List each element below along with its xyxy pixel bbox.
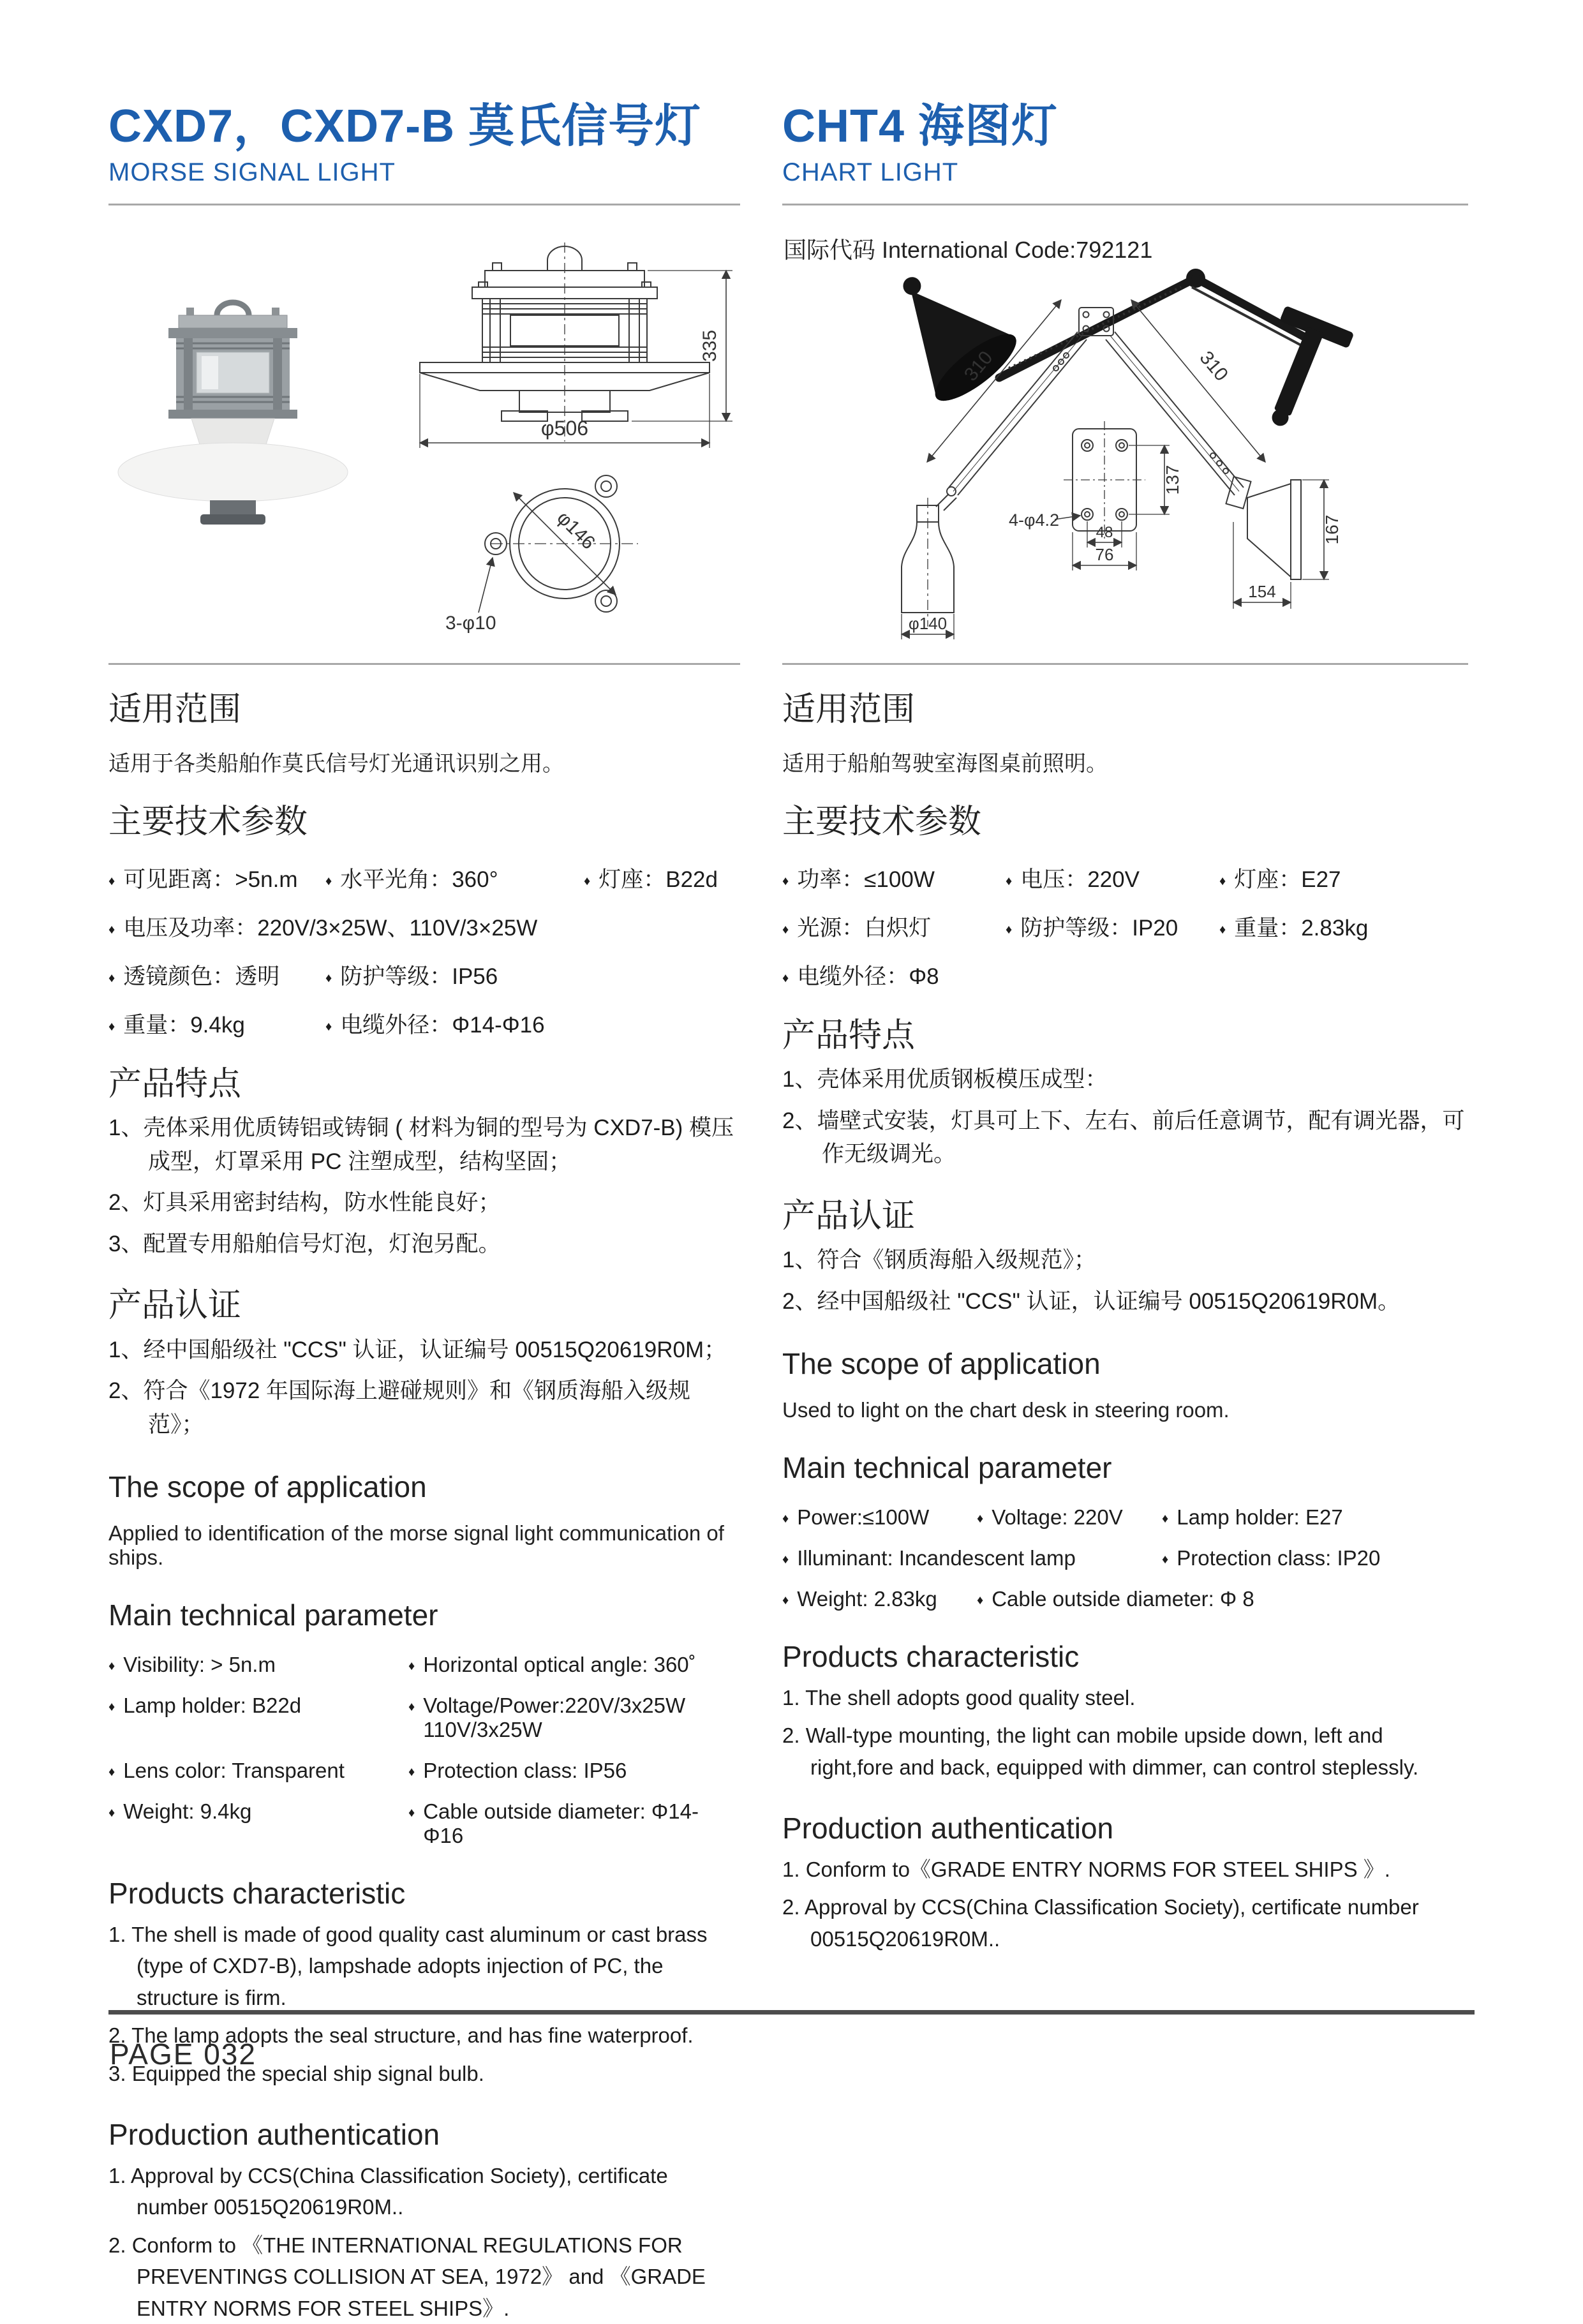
diamond-bullet-icon: ♦ (408, 1700, 415, 1715)
diamond-bullet-icon: ♦ (782, 923, 789, 937)
param-text: Weight: 9.4kg (123, 1799, 252, 1824)
param-item (408, 1653, 740, 1677)
right-scope-cn-title: 适用范围 (782, 690, 916, 728)
left-scope-en-title: The scope of application (108, 1470, 427, 1503)
param-text: 透镜颜色：透明 (123, 964, 280, 990)
dim-holes-label: 4-φ4.2 (1009, 510, 1060, 530)
param-text: 可见距离：>5n.m (123, 867, 298, 893)
right-features-en-list (782, 1682, 1468, 1784)
param-text: Weight: 2.83kg (797, 1587, 937, 1611)
list-item: 3、配置专用船舶信号灯泡，灯泡另配。 (108, 1231, 501, 1256)
diamond-bullet-icon: ♦ (325, 874, 332, 889)
param-text: Protection class: IP56 (423, 1759, 627, 1783)
param-text: Voltage: 220V (992, 1505, 1123, 1530)
dim-arm-right-label: 310 (1195, 346, 1233, 385)
page-number: PAGE 032 (110, 2037, 256, 2071)
left-product-column (108, 102, 740, 2324)
param-text: Cable outside diameter: Φ 8 (992, 1587, 1254, 1611)
left-features-cn-title: 产品特点 (108, 1066, 242, 1103)
diamond-bullet-icon: ♦ (325, 1020, 332, 1034)
dim-arm-left-label: 310 (960, 346, 997, 385)
dim-base-dia-label: φ506 (540, 416, 589, 440)
left-cert-en-title: Production authentication (108, 2118, 440, 2152)
right-params-cn-list (782, 845, 1468, 991)
param-item (782, 1546, 1162, 1570)
diamond-bullet-icon: ♦ (408, 1765, 415, 1780)
param-text: Horizontal optical angle: 360˚ (423, 1653, 696, 1677)
param-item (408, 1694, 740, 1742)
left-params-en-title: Main technical parameter (108, 1598, 438, 1632)
diamond-bullet-icon: ♦ (108, 923, 115, 937)
diamond-bullet-icon: ♦ (782, 874, 789, 889)
right-title-block (782, 102, 1468, 187)
param-text: 电缆外径：Φ14-Φ16 (340, 1013, 545, 1038)
diamond-bullet-icon: ♦ (584, 874, 591, 889)
right-scope-en-body: Used to light on the chart desk in steering room. (782, 1397, 1230, 1422)
diamond-bullet-icon: ♦ (108, 1806, 115, 1821)
left-title-cn: CXD7，CXD7-B 莫氏信号灯 (108, 101, 702, 152)
product-columns (108, 102, 1468, 2324)
right-features-cn-list (782, 1063, 1468, 1172)
diamond-bullet-icon: ♦ (1006, 923, 1013, 937)
param-text: Illuminant: Incandescent lamp (797, 1546, 1076, 1570)
list-item: 3. Equipped the special ship signal bulb. (108, 2061, 484, 2085)
list-item: 2、墙壁式安装，灯具可上下、左右、前后任意调节，配有调光器，可作无级调光。 (782, 1108, 1465, 1167)
right-product-column (782, 102, 1468, 2324)
diamond-bullet-icon: ♦ (782, 971, 789, 986)
dim-hole-span-label: 48 (1096, 523, 1113, 541)
diamond-bullet-icon: ♦ (977, 1512, 984, 1526)
right-params-cn-title: 主要技术参数 (782, 803, 982, 840)
international-code: 国际代码 International Code:792121 (784, 236, 1153, 263)
dim-plate-height-label: 137 (1163, 465, 1182, 495)
left-scope-cn-body: 适用于各类船舶作莫氏信号灯光通讯识别之用。 (108, 751, 564, 776)
diamond-bullet-icon: ♦ (108, 1020, 115, 1034)
left-params-cn-title: 主要技术参数 (108, 803, 308, 840)
diamond-bullet-icon: ♦ (108, 1659, 115, 1674)
list-item: 1. The shell is made of good quality cast aluminum or cast brass (type of CXD7-B), lampshade adopts injection of PC, the structure is firm. (108, 1922, 708, 2009)
right-cert-cn-list (782, 1244, 1468, 1318)
list-item: 1、壳体采用优质钢板模压成型： (782, 1067, 1108, 1092)
right-scope-en-title: The scope of application (782, 1347, 1101, 1380)
param-text: 水平光角：360° (340, 867, 498, 893)
param-item (408, 1799, 740, 1848)
param-item (1006, 911, 1219, 942)
left-title-en: MORSE SIGNAL LIGHT (108, 158, 396, 186)
right-title-cn: CHT4 海图灯 (782, 101, 1059, 152)
diamond-bullet-icon: ♦ (782, 1553, 789, 1567)
param-item (1219, 862, 1468, 894)
right-line-drawing (782, 257, 1468, 665)
param-item (782, 1505, 977, 1530)
dim-bracket-depth-label: 154 (1248, 581, 1276, 601)
param-item (1006, 862, 1219, 894)
list-item: 1、符合《钢质海船入级规范》； (782, 1248, 1096, 1272)
param-text: Lamp holder: B22d (123, 1694, 302, 1718)
diamond-bullet-icon: ♦ (1219, 923, 1226, 937)
param-text: Power:≤100W (797, 1505, 930, 1530)
dim-circle-dia-label: φ146 (553, 507, 599, 554)
param-item (782, 1587, 977, 1611)
diamond-bullet-icon: ♦ (1162, 1553, 1169, 1567)
param-item (782, 959, 1468, 991)
left-features-cn-list (108, 1112, 740, 1261)
right-cert-en-list (782, 1854, 1468, 1955)
list-item: 2、符合《1972 年国际海上避碰规则》和《钢质海船入级规范》； (108, 1378, 691, 1437)
left-params-en-list (108, 1636, 740, 1848)
param-item (325, 862, 584, 894)
param-text: 光源：白炽灯 (797, 916, 932, 941)
param-item (108, 911, 740, 942)
list-item: 1. Conform to《GRADE ENTRY NORMS FOR STEEL SHIPS 》. (782, 1857, 1390, 1881)
dim-shade-dia-label: φ140 (908, 613, 948, 633)
list-item: 1. Approval by CCS(China Classification Society), certificate number 00515Q20619R0M.. (108, 2163, 668, 2219)
param-item (977, 1505, 1162, 1530)
param-item (108, 959, 325, 991)
param-text: Lamp holder: E27 (1177, 1505, 1343, 1530)
param-text: 重量：9.4kg (123, 1013, 245, 1038)
param-item (1162, 1505, 1468, 1530)
param-text: 灯座：E27 (1234, 867, 1341, 893)
param-text: 灯座：B22d (598, 867, 718, 893)
dim-plate-width-label: 76 (1095, 544, 1114, 564)
left-params-cn-list (108, 845, 740, 1039)
dim-bracket-height-label: 167 (1322, 514, 1342, 545)
param-item (108, 1653, 408, 1677)
param-item (782, 911, 1006, 942)
param-text: 防护等级：IP20 (1020, 916, 1178, 941)
right-params-en-title: Main technical parameter (782, 1450, 1112, 1484)
param-text: Lens color: Transparent (123, 1759, 345, 1783)
right-title-en: CHART LIGHT (782, 158, 959, 186)
right-scope-cn-body: 适用于船舶驾驶室海图桌前照明。 (782, 751, 1108, 776)
left-image-area (108, 205, 740, 665)
list-item: 2. Conform to 《THE INTERNATIONAL REGULATIONS FOR PREVENTINGS COLLISION AT SEA, 1972》 and 《GRADE ENTRY NORMS FOR STEEL SHIPS》. (108, 2233, 706, 2320)
diamond-bullet-icon: ♦ (782, 1512, 789, 1526)
param-item (108, 1759, 408, 1783)
right-features-en-title: Products characteristic (782, 1640, 1080, 1674)
left-scope-cn-title: 适用范围 (108, 690, 242, 728)
diamond-bullet-icon: ♦ (108, 971, 115, 986)
param-text: 电压：220V (1020, 867, 1140, 893)
diamond-bullet-icon: ♦ (977, 1593, 984, 1608)
left-features-en-title: Products characteristic (108, 1877, 406, 1911)
param-item (977, 1587, 1468, 1611)
param-item (1162, 1546, 1468, 1570)
diamond-bullet-icon: ♦ (408, 1659, 415, 1674)
right-params-en-list (782, 1489, 1468, 1611)
list-item: 2. The lamp adopts the seal structure, and has fine waterproof. (108, 2023, 694, 2048)
param-text: 功率：≤100W (797, 867, 935, 893)
param-item (325, 1008, 740, 1039)
param-text: Voltage/Power:220V/3x25W 110V/3x25W (423, 1694, 686, 1742)
list-item: 2. Wall-type mounting, the light can mobile upside down, left and right,fore and back, equipped with dimmer, can control steplessly. (782, 1724, 1419, 1779)
param-item (108, 1008, 325, 1039)
diamond-bullet-icon: ♦ (108, 1700, 115, 1715)
param-text: 电压及功率：220V/3×25W、110V/3×25W (123, 916, 538, 941)
diamond-bullet-icon: ♦ (782, 1593, 789, 1608)
right-image-area (782, 205, 1468, 665)
param-item (108, 1694, 408, 1742)
left-cert-en-list (108, 2160, 740, 2324)
left-line-drawing (108, 205, 740, 665)
diamond-bullet-icon: ♦ (1162, 1512, 1169, 1526)
param-item (408, 1759, 740, 1783)
diamond-bullet-icon: ♦ (108, 1765, 115, 1780)
list-item: 2、灯具采用密封结构，防水性能良好； (108, 1190, 501, 1216)
right-features-cn-title: 产品特点 (782, 1017, 916, 1055)
list-item: 2. Approval by CCS(China Classification Society), certificate number 00515Q20619R0M.. (782, 1895, 1419, 1951)
dim-height-label: 335 (699, 329, 720, 362)
footer-rule (108, 2010, 1475, 2015)
param-text: Protection class: IP20 (1177, 1546, 1381, 1570)
diamond-bullet-icon: ♦ (108, 874, 115, 889)
right-cert-en-title: Production authentication (782, 1812, 1114, 1845)
param-text: Cable outside diameter: Φ14- Φ16 (423, 1799, 699, 1848)
left-cert-cn-list (108, 1334, 740, 1442)
param-item (108, 862, 325, 894)
diamond-bullet-icon: ♦ (325, 971, 332, 986)
diamond-bullet-icon: ♦ (408, 1806, 415, 1821)
diamond-bullet-icon: ♦ (1006, 874, 1013, 889)
param-text: 电缆外径：Φ8 (797, 964, 939, 990)
left-title-block (108, 102, 740, 187)
param-item (108, 1799, 408, 1848)
param-item (1219, 911, 1468, 942)
diamond-bullet-icon: ♦ (1219, 874, 1226, 889)
dim-holes-label: 3-φ10 (445, 612, 496, 634)
param-item (325, 959, 740, 991)
param-text: 重量：2.83kg (1234, 916, 1369, 941)
list-item: 1、经中国船级社 "CCS" 认证，认证编号 00515Q20619R0M； (108, 1337, 727, 1362)
left-cert-cn-title: 产品认证 (108, 1287, 242, 1325)
param-item (584, 862, 740, 894)
param-item (782, 862, 1006, 894)
param-text: Visibility: > 5n.m (123, 1653, 276, 1677)
left-scope-en-body: Applied to identification of the morse signal light communication of ships. (108, 1521, 724, 1569)
list-item: 1. The shell adopts good quality steel. (782, 1685, 1136, 1709)
param-text: 防护等级：IP56 (340, 964, 498, 990)
right-cert-cn-title: 产品认证 (782, 1197, 916, 1235)
list-item: 1、壳体采用优质铸铝或铸铜 ( 材料为铜的型号为 CXD7-B) 模压成型，灯罩采用 PC 注塑成型，结构坚固； (108, 1115, 734, 1174)
list-item: 2、经中国船级社 "CCS" 认证，认证编号 00515Q20619R0M。 (782, 1288, 1401, 1314)
